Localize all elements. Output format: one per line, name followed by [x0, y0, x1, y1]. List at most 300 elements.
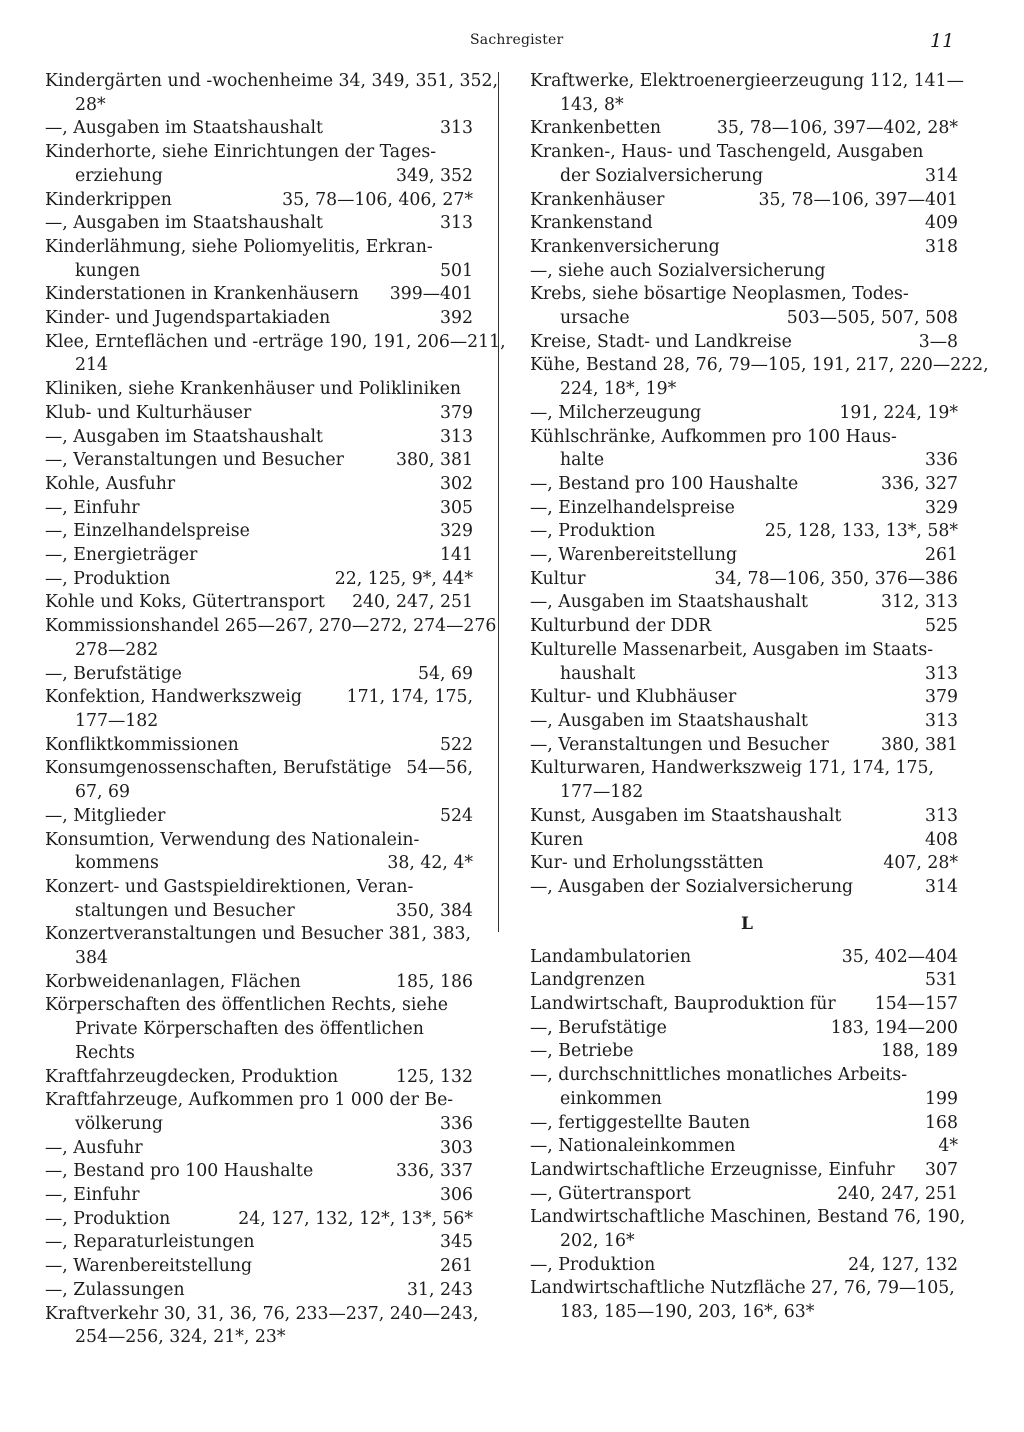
index-entry [530, 497, 958, 521]
index-term: Landwirtschaftliche Erzeugnisse, Einfuhr [530, 1159, 895, 1180]
page-references [463, 994, 473, 1018]
index-term: —, Berufstätige [530, 1017, 667, 1038]
page-references: 408 [925, 829, 958, 850]
index-term: Klub- und Kulturhäuser [45, 402, 252, 423]
index-entry [530, 946, 958, 970]
index-entry-continuation [45, 639, 473, 663]
page-references: 307 [925, 1159, 958, 1180]
index-term: —, Warenbereitstellung [530, 545, 738, 566]
index-entry-line [530, 70, 964, 94]
page-references [463, 876, 473, 900]
section-letter-l: L [741, 913, 753, 934]
index-term: 177—182 [75, 710, 159, 731]
index-entry-line [45, 829, 473, 853]
page-references: 125, 132 [396, 1066, 473, 1087]
index-entry-line [45, 1279, 473, 1303]
index-term: Landwirtschaftliche Nutzfläche 27, 76, 79—105, [530, 1278, 955, 1299]
index-entry-line [530, 1254, 958, 1278]
index-term: Landwirtschaftliche Maschinen, Bestand 76, 190, [530, 1207, 966, 1228]
index-entry [45, 236, 473, 283]
index-entry [530, 734, 958, 758]
index-term: Kinderlähmung, siehe Poliomyelitis, Erkran- [45, 236, 433, 257]
index-entry [45, 876, 473, 923]
index-entry-line [45, 805, 473, 829]
index-term: Kühe, Bestand 28, 76, 79—105, 191, 217, 220—222, [530, 355, 989, 376]
page-references [948, 283, 958, 307]
page-references: 314 [925, 876, 958, 897]
page-references: 35, 78—106, 397—402, 28* [716, 118, 958, 139]
index-entry [530, 473, 958, 497]
index-term: —, Produktion [45, 1208, 171, 1229]
index-entry [530, 757, 958, 804]
index-entry-line [45, 1255, 473, 1279]
index-term: Kuren [530, 829, 584, 850]
index-entry-line [530, 1135, 958, 1159]
index-entry [530, 402, 958, 426]
page-references: 38, 42, 4* [387, 853, 473, 874]
index-term: Rechts [75, 1042, 135, 1063]
index-entry [530, 1206, 966, 1253]
index-term: Kinder- und Jugendspartakiaden [45, 308, 331, 329]
index-term: erziehung [75, 165, 163, 186]
index-term: 67, 69 [75, 782, 130, 803]
page-references [463, 1089, 473, 1113]
index-entry-continuation [530, 378, 958, 402]
page-references [948, 378, 958, 402]
page-references [965, 1206, 975, 1230]
index-entry-line [530, 283, 958, 307]
index-entry-line [45, 1089, 473, 1113]
page-references: 302 [440, 473, 473, 494]
index-term: Korbweidenanlagen, Flächen [45, 971, 301, 992]
index-term: —, Reparaturleistungen [45, 1232, 255, 1253]
index-term: Kranken-, Haus- und Taschengeld, Ausgaben [530, 142, 924, 163]
index-entry [45, 497, 473, 521]
index-entry [530, 969, 958, 993]
page-references [463, 1326, 473, 1350]
page-references: 313 [440, 213, 473, 234]
index-entry-line [45, 402, 473, 426]
page-references [463, 947, 473, 971]
index-entry-line [530, 1277, 958, 1301]
page-references [463, 236, 473, 260]
page-references [506, 331, 516, 355]
index-entry [45, 402, 473, 426]
index-term: Kraftverkehr 30, 31, 36, 76, 233—237, 240—243, [45, 1303, 479, 1324]
page-references [948, 94, 958, 118]
index-entry [530, 1112, 958, 1136]
index-entry-line [45, 378, 473, 402]
index-entry-line [530, 686, 958, 710]
page-references [948, 1301, 958, 1325]
index-entry-continuation [530, 307, 958, 331]
index-term: halte [560, 450, 605, 471]
page-references [463, 141, 473, 165]
index-entry-line [45, 544, 473, 568]
page-references: 24, 127, 132, 12*, 13*, 56* [238, 1208, 473, 1229]
index-entry [45, 994, 473, 1065]
index-entry-line [530, 1064, 958, 1088]
index-entry [530, 710, 958, 734]
index-entry-continuation [530, 663, 958, 687]
index-term: Kinderhorte, siehe Einrichtungen der Tages- [45, 142, 437, 163]
index-entry [45, 1089, 473, 1136]
index-term: —, Nationaleinkommen [530, 1136, 736, 1157]
index-entry-continuation [45, 710, 473, 734]
page-references: 503—505, 507, 508 [786, 308, 958, 329]
index-term: —, Betriebe [530, 1041, 634, 1062]
index-section-l [530, 946, 966, 1325]
index-term: Kohle und Koks, Gütertransport [45, 592, 325, 613]
page-references: 313 [440, 118, 473, 139]
page-references [463, 354, 473, 378]
page-references: 399—401 [389, 284, 473, 305]
page-references: 306 [440, 1185, 473, 1206]
index-term: Kindergärten und -wochenheime 34, 349, 351, 352, [45, 71, 498, 91]
index-entry-line [45, 426, 473, 450]
index-entry-continuation [530, 94, 958, 118]
index-entry-line [45, 212, 473, 236]
index-entry [45, 829, 473, 876]
index-entry [45, 544, 473, 568]
index-term: —, Ausgaben im Staatshaushalt [530, 592, 808, 613]
index-term: —, siehe auch Sozialversicherung [530, 260, 826, 281]
index-entry-line [45, 591, 473, 615]
page-references: 54—56, [406, 758, 473, 779]
index-term: 143, 8* [560, 94, 624, 115]
index-entry-line [45, 757, 473, 781]
page-references: 141 [440, 545, 473, 566]
index-term: Konfliktkommissionen [45, 734, 239, 755]
index-entry [530, 1159, 958, 1183]
index-entry [45, 923, 473, 970]
index-term: Krebs, siehe bösartige Neoplasmen, Todes- [530, 284, 909, 305]
page-references: 318 [925, 236, 958, 257]
index-entry-continuation [45, 1042, 473, 1066]
page-references: 188, 189 [881, 1041, 958, 1062]
page-references: 380, 381 [396, 450, 473, 471]
index-entry-line [45, 70, 498, 94]
page-references [948, 426, 958, 450]
page-references: 379 [925, 687, 958, 708]
page-references [463, 639, 473, 663]
index-term: Kinderkrippen [45, 189, 172, 210]
index-entry [45, 141, 473, 188]
page-references: 3—8 [918, 331, 958, 352]
index-entry-line [530, 473, 958, 497]
index-term: Konfektion, Handwerkszweig [45, 687, 302, 708]
index-term: —, Ausgaben im Staatshaushalt [45, 426, 323, 447]
index-column-right [530, 70, 989, 1325]
index-term: Kraftfahrzeugdecken, Produktion [45, 1066, 339, 1087]
index-term: Krankenstand [530, 213, 653, 234]
index-term: —, Einfuhr [45, 497, 140, 518]
index-entry-line [530, 710, 958, 734]
index-entry-line [530, 331, 958, 355]
index-entry-line [530, 260, 958, 284]
page-references [948, 260, 958, 284]
index-term: 384 [75, 948, 108, 969]
index-entry-line [530, 354, 989, 378]
page-references: 407, 28* [883, 853, 958, 874]
page-references [948, 1064, 958, 1088]
index-term: —, Mitglieder [45, 805, 166, 826]
index-term: 28* [75, 94, 106, 115]
column-divider [498, 72, 499, 932]
index-term: 177—182 [560, 782, 644, 803]
index-entry [530, 260, 958, 284]
index-entry [45, 686, 473, 733]
index-entry [530, 520, 958, 544]
index-term: 224, 18*, 19* [560, 379, 677, 400]
index-term: Konsumgenossenschaften, Berufstätige [45, 758, 392, 779]
index-entry [45, 1255, 473, 1279]
index-entry-line [530, 1206, 966, 1230]
index-term: Kraftfahrzeuge, Aufkommen pro 1 000 der Be- [45, 1090, 454, 1111]
index-entry-line [530, 568, 958, 592]
index-entry-continuation [530, 449, 958, 473]
index-term: —, Berufstätige [45, 663, 182, 684]
index-entry-line [45, 686, 473, 710]
index-entry-continuation [45, 165, 473, 189]
index-entry-line [45, 1160, 473, 1184]
page-references [463, 829, 473, 853]
index-term: 214 [75, 355, 108, 376]
index-term: Kulturwaren, Handwerkszweig 171, 174, 175, [530, 758, 935, 779]
page-references: 522 [440, 734, 473, 755]
page-references: 379 [440, 402, 473, 423]
page-references: 240, 247, 251 [837, 1183, 958, 1204]
index-entry-line [530, 946, 958, 970]
index-entry-line [45, 1303, 479, 1327]
index-entry-continuation [45, 852, 473, 876]
page-references [471, 923, 481, 947]
index-entry [530, 1183, 958, 1207]
index-term: Kultur [530, 568, 586, 589]
page-references: 25, 128, 133, 13*, 58* [764, 521, 958, 542]
page-references: 392 [440, 308, 473, 329]
index-entry-line [530, 497, 958, 521]
index-entry-line [45, 1137, 473, 1161]
index-entry [530, 426, 958, 473]
page-references: 54, 69 [418, 663, 473, 684]
index-entry [530, 639, 958, 686]
index-term: Kreise, Stadt- und Landkreise [530, 331, 792, 352]
page-references [948, 781, 958, 805]
index-entry-continuation [45, 354, 473, 378]
page-references [463, 710, 473, 734]
index-entry [45, 378, 473, 402]
index-entry-line [45, 615, 497, 639]
index-entry-continuation [530, 781, 958, 805]
page-references: 350, 384 [396, 900, 473, 921]
page-references: 35, 78—106, 406, 27* [282, 189, 473, 210]
index-entry-continuation [45, 947, 473, 971]
page-references: 345 [440, 1232, 473, 1253]
index-entry [45, 1066, 473, 1090]
page-references [496, 615, 506, 639]
page-references [479, 1303, 489, 1327]
index-entry [45, 663, 473, 687]
index-term: —, Einzelhandelspreise [45, 521, 250, 542]
index-column-left [45, 70, 506, 1350]
index-term: Krankenversicherung [530, 236, 720, 257]
page-references: 524 [440, 805, 473, 826]
index-entry [45, 591, 473, 615]
page-references: 303 [440, 1137, 473, 1158]
index-entry [530, 544, 958, 568]
index-entry-line [530, 141, 958, 165]
index-entry-continuation [45, 260, 473, 284]
index-term: einkommen [560, 1088, 662, 1109]
index-entry-continuation [45, 1326, 473, 1350]
index-entry [45, 805, 473, 829]
index-entry-line [530, 212, 958, 236]
index-entry-line [45, 497, 473, 521]
page-references: 380, 381 [881, 734, 958, 755]
index-entry [530, 354, 989, 401]
page-references: 336, 327 [881, 473, 958, 494]
page-references [463, 1018, 473, 1042]
page-references: 171, 174, 175, [346, 687, 473, 708]
index-entry-line [45, 1231, 473, 1255]
index-term: —, Ausgaben der Sozialversicherung [530, 876, 854, 897]
index-entry [530, 236, 958, 260]
page-references: 191, 224, 19* [839, 402, 958, 423]
index-entry-line [45, 923, 473, 947]
page-references: 4* [938, 1136, 958, 1157]
page-references: 31, 243 [407, 1279, 473, 1300]
page-references: 305 [440, 497, 473, 518]
page-references: 409 [925, 213, 958, 234]
index-term: Klee, Ernteflächen und -erträge 190, 191, 206—211, [45, 331, 506, 352]
index-term: —, Ausfuhr [45, 1137, 143, 1158]
index-entry-continuation [530, 1301, 958, 1325]
page-references: 35, 402—404 [841, 946, 958, 967]
index-term: kommens [75, 853, 159, 874]
index-entry-continuation [530, 1088, 958, 1112]
page-references: 313 [440, 426, 473, 447]
index-entry [530, 993, 958, 1017]
index-term: —, Ausgaben im Staatshaushalt [45, 213, 323, 234]
index-term: Kulturelle Massenarbeit, Ausgaben im Staats- [530, 639, 934, 660]
index-entry-line [45, 449, 473, 473]
index-term: —, Veranstaltungen und Besucher [530, 734, 829, 755]
index-entry [530, 1064, 958, 1111]
index-entry [530, 805, 958, 829]
index-entry-continuation [530, 1230, 958, 1254]
index-entry-continuation [45, 781, 473, 805]
index-entry [530, 876, 958, 900]
page-references: 312, 313 [881, 592, 958, 613]
page-references: 35, 78—106, 397—401 [758, 189, 958, 210]
index-entry-line [530, 805, 958, 829]
index-entry-line [45, 307, 473, 331]
index-entry [530, 686, 958, 710]
index-term: Krankenhäuser [530, 189, 665, 210]
index-entry-line [530, 1112, 958, 1136]
index-entry [45, 449, 473, 473]
index-entry [530, 591, 958, 615]
page-references: 329 [440, 521, 473, 542]
index-entry [530, 212, 958, 236]
index-entry [45, 307, 473, 331]
page-references: 313 [925, 663, 958, 684]
page-references: 314 [925, 165, 958, 186]
index-entry-line [530, 1017, 958, 1041]
index-entry [45, 757, 473, 804]
index-entry [45, 1303, 479, 1350]
page-references: 34, 78—106, 350, 376—386 [714, 568, 958, 589]
index-entry-line [530, 426, 958, 450]
index-entry [530, 829, 958, 853]
page-references: 349, 352 [396, 165, 473, 186]
index-entry [530, 331, 958, 355]
page-references: 261 [440, 1256, 473, 1277]
index-term: 254—256, 324, 21*, 23* [75, 1327, 286, 1348]
page-references: 24, 127, 132 [848, 1254, 958, 1275]
index-entry-line [45, 663, 473, 687]
index-term: Kur- und Erholungsstätten [530, 853, 764, 874]
index-entry [530, 283, 958, 330]
page-references: 531 [925, 970, 958, 991]
page-references [948, 1230, 958, 1254]
index-entry-line [45, 520, 473, 544]
index-entry [530, 1277, 958, 1324]
index-entry-line [45, 734, 473, 758]
index-term: Kliniken, siehe Krankenhäuser und Polikliniken [45, 379, 461, 400]
index-entry-line [45, 994, 473, 1018]
index-term: —, Ausgaben im Staatshaushalt [530, 710, 808, 731]
page-references: 313 [925, 805, 958, 826]
index-entry [45, 568, 473, 592]
index-entry-line [45, 568, 473, 592]
index-term: Kommissionshandel 265—267, 270—272, 274—276 [45, 616, 497, 637]
running-title: Sachregister [470, 32, 564, 48]
index-entry [530, 852, 958, 876]
page-references: 183, 194—200 [830, 1017, 958, 1038]
index-entry-continuation [45, 1113, 473, 1137]
page-references: 525 [925, 616, 958, 637]
page-references: 185, 186 [396, 971, 473, 992]
page-references: 168 [925, 1112, 958, 1133]
index-term: —, Gütertransport [530, 1183, 691, 1204]
page-references: 329 [925, 497, 958, 518]
index-entry [530, 189, 958, 213]
index-section-k [530, 70, 989, 900]
page-references: 22, 125, 9*, 44* [334, 568, 473, 589]
index-entry [530, 1040, 958, 1064]
index-term: Kühlschränke, Aufkommen pro 100 Haus- [530, 426, 897, 447]
index-entry-line [45, 236, 473, 260]
index-term: —, Milcherzeugung [530, 402, 702, 423]
index-term: 202, 16* [560, 1231, 635, 1252]
page-references: 261 [925, 545, 958, 566]
page-references [948, 757, 958, 781]
index-entry-continuation [45, 1018, 473, 1042]
index-term: —, Energieträger [45, 545, 198, 566]
index-term: —, Produktion [45, 568, 171, 589]
index-entry-continuation [45, 900, 473, 924]
index-term: —, fertiggestellte Bauten [530, 1112, 751, 1133]
index-entry-line [530, 189, 958, 213]
index-term: —, Bestand pro 100 Haushalte [530, 473, 799, 494]
index-entry [530, 1135, 958, 1159]
index-term: —, Bestand pro 100 Haushalte [45, 1161, 314, 1182]
index-term: —, Produktion [530, 1254, 656, 1275]
index-entry-line [530, 1183, 958, 1207]
page-references [948, 141, 958, 165]
